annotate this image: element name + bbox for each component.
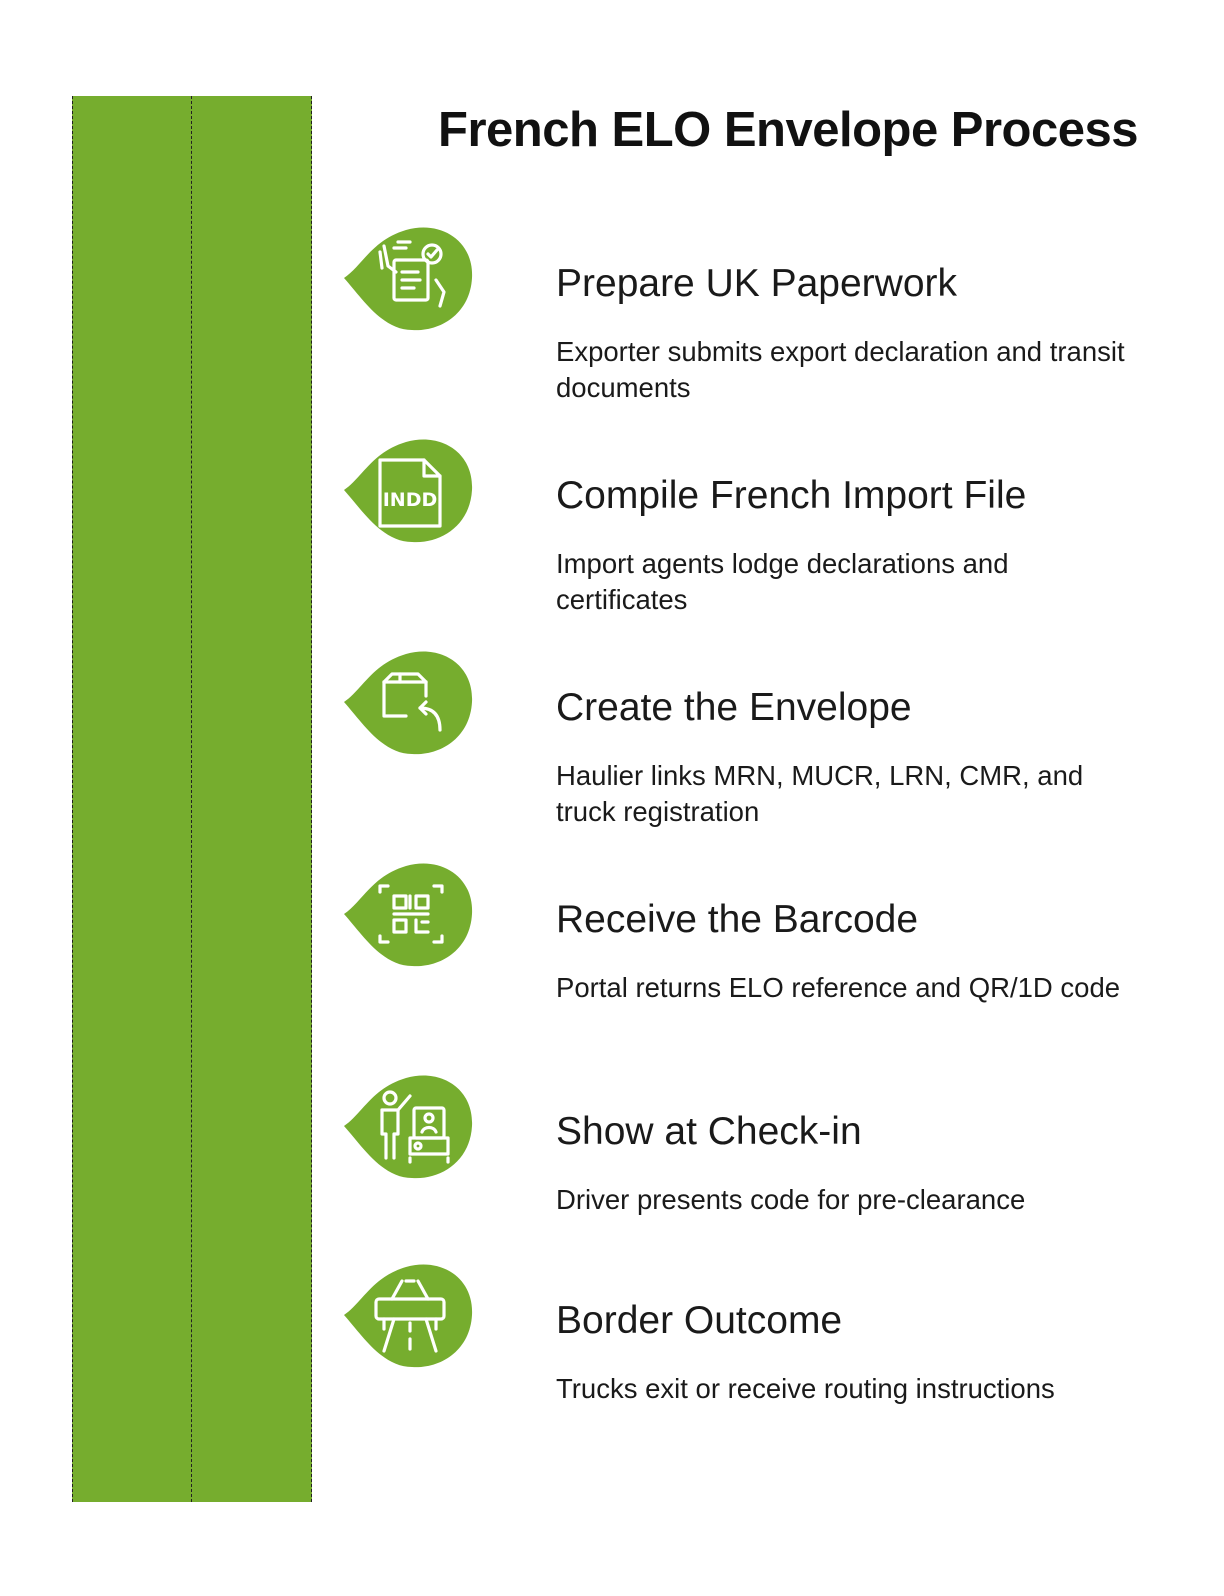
step-description: Trucks exit or receive routing instructions (556, 1373, 1055, 1404)
page-title: French ELO Envelope Process (438, 103, 1138, 157)
step-title: Receive the Barcode (556, 898, 919, 941)
step-description: Exporter submits export declaration and transit documents (556, 336, 1125, 403)
step-title: Prepare UK Paperwork (556, 262, 958, 305)
process-step-4 (344, 862, 1184, 1062)
package-return-icon (344, 650, 478, 760)
process-step-6 (344, 1263, 1184, 1463)
driver-checkin-icon (344, 1074, 478, 1184)
process-step-3 (344, 650, 1184, 850)
road-lane-background (72, 96, 312, 1502)
process-step-5 (344, 1074, 1184, 1274)
step-title: Compile French Import File (556, 474, 1027, 517)
highway-gate-icon (344, 1263, 478, 1373)
road-center-dashed-line (191, 96, 192, 1502)
qr-code-scan-icon (344, 862, 478, 972)
step-title: Show at Check-in (556, 1110, 862, 1153)
step-description: Import agents lodge declarations and certificates (556, 548, 1009, 615)
paperwork-checklist-icon (344, 226, 478, 336)
step-description: Haulier links MRN, MUCR, LRN, CMR, and truck registration (556, 760, 1084, 827)
step-description: Portal returns ELO reference and QR/1D code (556, 972, 1121, 1003)
step-title: Border Outcome (556, 1299, 843, 1342)
step-description: Driver presents code for pre-clearance (556, 1184, 1026, 1215)
step-title: Create the Envelope (556, 686, 912, 729)
process-step-1 (344, 226, 1184, 426)
process-step-2 (344, 438, 1184, 638)
indd-file-icon (344, 438, 478, 548)
svg-text:INDD: INDD (382, 489, 438, 511)
